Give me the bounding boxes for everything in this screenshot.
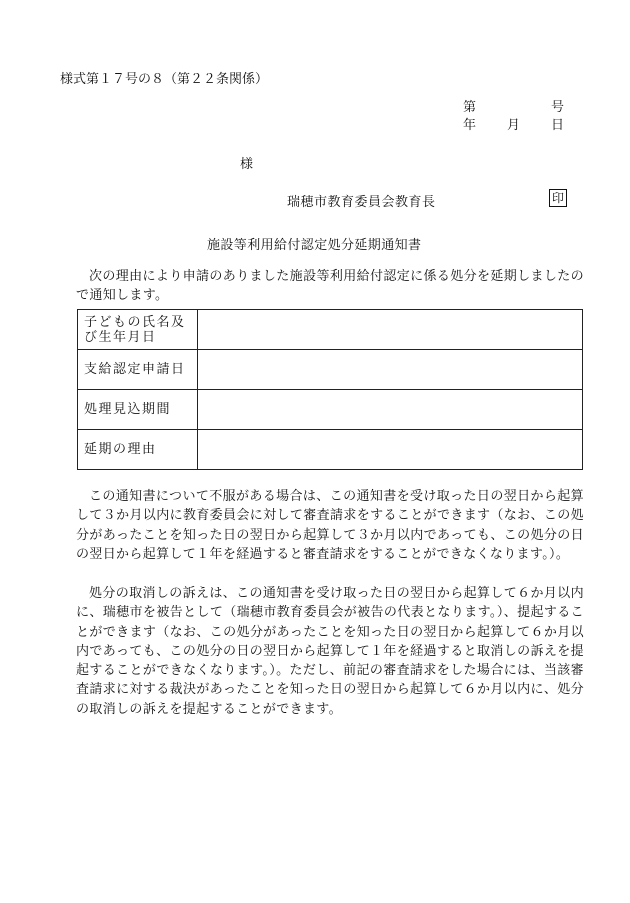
- lawsuit-notice-paragraph: 処分の取消しの訴えは、この通知書を受け取った日の翌日から起算して６か月以内に、瑞穂市を被告として（瑞穂市教育委員会が被告の代表となります。）、提起することができます（なお、この処分があったことを知った日の翌日から起算して６か月以内であっても、この処分の日の翌日から起算して１年を経過すると取消しの訴えを提起することができなくなります。）。ただし、前記の審査請求をした場合には、当該審査請求に対する裁決があったことを知った日の翌日から起算して６か月以内に、処分の取消しの訴えを提起することができます。: [76, 586, 584, 717]
- form-number: 様式第１７号の８（第２２条関係）: [60, 72, 269, 87]
- row-value-child-name-birthdate: [198, 310, 583, 350]
- intro-paragraph: 次の理由により申請のありました施設等利用給付認定に係る処分を延期しましたので通知します。: [76, 269, 584, 304]
- document-number-suffix: 号: [551, 100, 565, 115]
- date-year: 年: [463, 118, 477, 133]
- table-row: [78, 430, 583, 470]
- table-row: [78, 390, 583, 430]
- row-value-expected-period: [198, 390, 583, 430]
- info-table: [77, 309, 583, 470]
- document-number-prefix: 第: [463, 100, 477, 115]
- table-row: [78, 310, 583, 350]
- addressee-suffix: 様: [240, 157, 254, 172]
- row-label-application-date: 支給認定申請日: [78, 350, 198, 390]
- row-label-postponement-reason: 延期の理由: [78, 430, 198, 470]
- date-day: 日: [551, 118, 565, 133]
- row-value-postponement-reason: [198, 430, 583, 470]
- appeal-notice-paragraph: この通知書について不服がある場合は、この通知書を受け取った日の翌日から起算して３か月以内に教育委員会に対して審査請求をすることができます（なお、この処分があったことを知った日の翌日から起算して３か月以内であっても、この処分の日の翌日から起算して１年を経過すると審査請求をすることができなくなります。）。: [76, 489, 584, 562]
- document-title: 施設等利用給付認定処分延期通知書: [207, 238, 422, 253]
- row-label-expected-period: 処理見込期間: [78, 390, 198, 430]
- table-row: [78, 350, 583, 390]
- row-value-application-date: [198, 350, 583, 390]
- seal-mark: 印: [549, 189, 567, 207]
- sender-name: 瑞穂市教育委員会教育長: [287, 195, 436, 210]
- row-label-child-name-birthdate: 子どもの氏名及び生年月日: [78, 310, 198, 350]
- date-month: 月: [507, 118, 521, 133]
